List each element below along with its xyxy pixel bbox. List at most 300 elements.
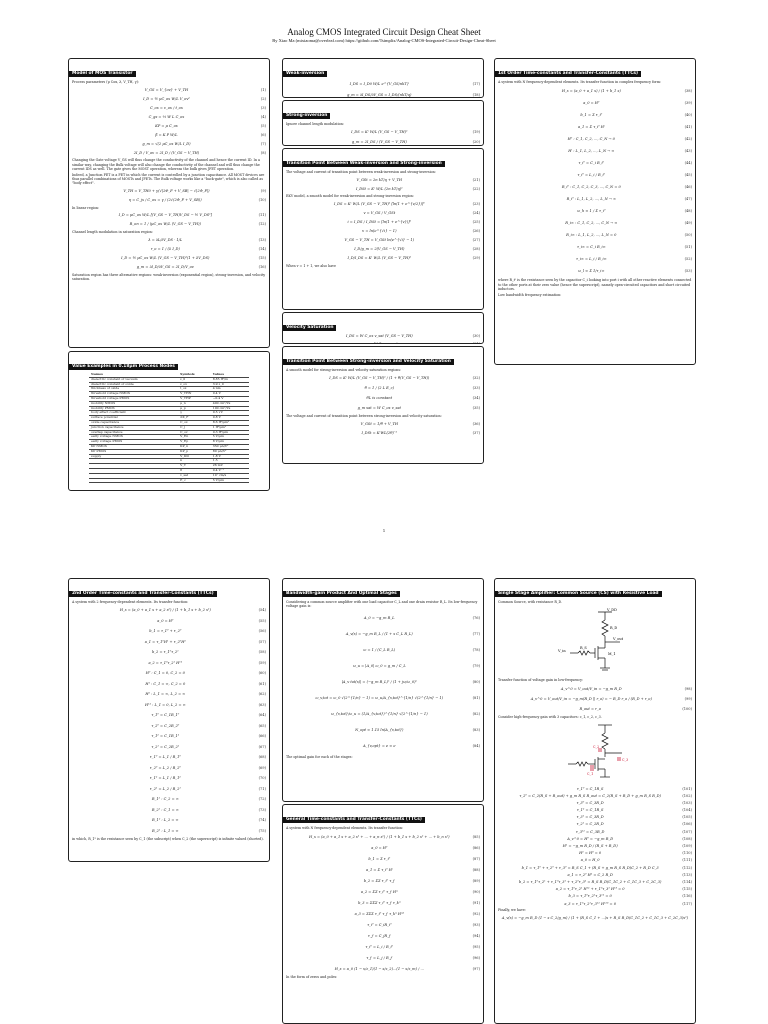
table-cell: surface potential <box>89 416 178 421</box>
equation <box>72 794 266 805</box>
equation <box>286 886 480 897</box>
equation-math: τ_2¹ = C_2R_D <box>576 822 604 827</box>
table-cell: V_DD <box>178 454 211 459</box>
equation <box>72 626 266 637</box>
table-cell: −0.4 V <box>211 396 249 401</box>
table-cell: 0.4 V⁻¹ <box>211 468 249 473</box>
equation-number: (55) <box>258 618 266 623</box>
equation-math: R_i∞ : L_1, L_2, ..., L_N = 0 <box>566 233 617 238</box>
equation-math: a_0 = H⁰ <box>583 101 600 106</box>
section-strong-inversion <box>282 100 484 146</box>
equation-math: τ_3¹² = C_3R_D <box>575 829 605 834</box>
document-header <box>0 27 768 43</box>
equation <box>498 85 692 97</box>
document-title: Analog CMOS Integrated Circuit Design Cheat Sheet <box>287 27 481 37</box>
equation-number: (107) <box>682 829 692 834</box>
equation-number: (77) <box>472 631 480 636</box>
equation-number: (29) <box>472 256 480 261</box>
equation <box>498 157 692 169</box>
equation <box>498 914 692 923</box>
label-rd: R_D <box>610 626 618 631</box>
equation <box>498 843 692 850</box>
section-title: 1st Order Time-constants and Transfer-Constants (TTCs) <box>495 71 641 77</box>
equation-math: τ_2⁰ = C_2(R_S + R_out) + g_m R_S R_out = C_2(R_S + R_D + g_m R_S R_D) <box>519 793 661 798</box>
equation-number: (52) <box>684 257 692 262</box>
equation <box>286 393 480 403</box>
equation-math: b_2 = τ_1⁰τ_2¹ + τ_1⁰τ_3¹ + τ_2⁰τ_3² = R_S R_D(C_1C_2 + C_1C_3 + C_2C_3) <box>518 879 662 884</box>
equation-math: g_m = ∂I_D/∂V_GS = 2I_D/V_ov <box>136 264 194 269</box>
equation-number: (90) <box>472 889 480 894</box>
table-cell: 1 fF/μm² <box>211 425 249 430</box>
equation-number: (72) <box>258 797 266 802</box>
equation <box>286 236 480 245</box>
label-vdd: V_DD <box>607 608 617 613</box>
table-cell: V_THP <box>178 396 211 401</box>
equation-math: λ = ∂L/∂V_DS · 1/L <box>148 237 183 242</box>
equation <box>498 97 692 109</box>
equation-number: (39) <box>684 101 692 106</box>
equation-math: η = C_js / C_ox = γ / (2√(2Φ_F + V_SB)) <box>128 198 202 203</box>
equation <box>72 187 266 196</box>
equation-number: (8) <box>260 150 266 155</box>
equation-number: (116) <box>682 894 692 899</box>
equation-number: (19) <box>472 130 480 135</box>
equation <box>286 184 480 193</box>
section-title: Bandwidth-gain Product And Optimal Stages <box>283 591 400 597</box>
equation <box>286 332 480 340</box>
table-cell: dielectric constant of vacuum <box>89 377 178 382</box>
equation <box>498 785 692 792</box>
equation-math: H² = H³ = 0 <box>579 851 602 856</box>
equation-math: v = V_GS / V_GSt <box>363 211 396 216</box>
equation-math: A_v^0 = V_out/V_in = −g_m(R_D || r_o) = − R_D r_o / (R_D + r_o) <box>530 696 652 701</box>
equation-math: b_1 = τ_1⁰ + τ_2⁰ <box>149 629 182 634</box>
equation-math: τ_1² = L_1 / R_1² <box>149 776 181 781</box>
equation <box>286 429 480 438</box>
equation-math: τ_2¹ = L_2 / R_2¹ <box>149 786 181 791</box>
equation <box>286 137 480 146</box>
equation-math: b_1 = Σ τ_i⁰ <box>580 113 603 118</box>
label-c1: C_1 <box>587 772 594 777</box>
equation <box>286 930 480 941</box>
equation-number: (37) <box>472 431 480 436</box>
equation <box>286 90 480 98</box>
paragraph: The optimal gain for each of the stages: <box>286 754 353 759</box>
equation-list <box>72 236 266 272</box>
equation-list <box>498 785 692 907</box>
section-title: Model of MOS Transistor <box>69 71 136 77</box>
equation-number: (67) <box>258 744 266 749</box>
table-cell: mobility PMOS <box>89 406 178 411</box>
equation <box>498 704 692 714</box>
equation-number: (115) <box>682 887 692 892</box>
equation-math: Hⁱ : L_1, L_2, ..., L_N → ∞ <box>568 149 615 154</box>
equation-number: (26) <box>472 229 480 234</box>
equation-number: (111) <box>682 858 692 863</box>
equation <box>286 642 480 658</box>
section-weak-inversion <box>282 58 484 98</box>
section-body <box>283 78 483 98</box>
equation-math: V_GS − V_TH = V_GSt ln(e^{√i} − 1) <box>344 238 415 243</box>
equation-number: (14) <box>258 246 266 251</box>
equation <box>498 241 692 253</box>
table-cell: 8.6 fF/μm² <box>211 420 249 425</box>
table-cell: 4 nm <box>211 387 249 392</box>
equation-math: R_1² : C_2 = ∞ <box>151 797 179 802</box>
paragraph: Changing the Gate voltage V_GS will thus change the conductivity of the channel and hence the current ID. In a similar way, changing the Bulk voltage will also change the conductivity of the channel and will thus change the current IDS as well. The gate gives the MOST operation, whereas the bulk gives JFET operation. <box>72 158 260 172</box>
equation-number: (13) <box>258 237 266 242</box>
equation <box>498 193 692 205</box>
section-body <box>283 366 483 439</box>
section-body <box>283 168 483 270</box>
paragraph: The voltage and current of transition point between strong-inversion and velocity saturation: <box>286 414 442 419</box>
equation <box>286 227 480 236</box>
equation-number: (91) <box>472 900 480 905</box>
equation <box>286 690 480 706</box>
equation-number: (93) <box>472 922 480 927</box>
table-cell: 1.8 V <box>211 454 249 459</box>
equation <box>72 710 266 721</box>
equation-number: (114) <box>682 879 692 884</box>
equation <box>72 784 266 795</box>
equation <box>498 800 692 807</box>
label-vin: V_in <box>558 649 566 654</box>
equation-math: τ_i∞ = L_i / R_i∞ <box>575 257 607 262</box>
equation <box>286 952 480 963</box>
equation <box>498 229 692 241</box>
equation-math: β = K P W/L <box>155 132 178 137</box>
equation-number: (106) <box>682 822 692 827</box>
equation <box>72 139 266 148</box>
section-title: Velocity Saturation <box>283 325 336 331</box>
equation-number: (103) <box>682 800 692 805</box>
table-cell: KP PMOS <box>89 449 178 454</box>
section-title: 2nd Order Time-constants and Transfer-Constants (TTCs) <box>69 591 217 597</box>
equation-number: (95) <box>472 944 480 949</box>
paragraph: In the form of zeros and poles: <box>286 975 338 980</box>
equation-number: (97) <box>472 966 480 971</box>
equation <box>498 109 692 121</box>
equation <box>498 836 692 843</box>
equation-number: (36) <box>472 422 480 427</box>
equation-math: H¹ = −g_m R_D / (R_S + R_D) <box>562 844 618 849</box>
table-cell: body effect coefficient <box>89 411 178 416</box>
equation <box>498 814 692 821</box>
equation-number: (117) <box>682 901 692 906</box>
equation-math: a_0 = H⁰ <box>371 845 388 850</box>
table-cell: threshold voltage NMOS <box>89 392 178 397</box>
paragraph: Low bandwidth frequency estimation: <box>498 292 562 297</box>
equation-math: I_D = μC_ox W/L [(V_GS − V_TH)V_DS − ½ V_DS²] <box>118 213 213 218</box>
equation <box>498 253 692 265</box>
equation-number: (53) <box>684 269 692 274</box>
equation-list <box>286 373 480 413</box>
equation-math: τ_i∞ = C_i R_i∞ <box>576 245 606 250</box>
equation <box>286 897 480 908</box>
table-cell: 0.4 V <box>211 392 249 397</box>
equation <box>286 831 480 842</box>
section-general-ttc <box>282 804 484 1024</box>
equation-math: A_v(s) = −g_m R_L / (1 + s C_L R_L) <box>345 631 413 636</box>
equation-math: H¹ : C_1 = ∞, C_2 = 0 <box>145 681 186 686</box>
equation-math: H¹² : L_1 = 0, L_2 = ∞ <box>145 702 186 707</box>
equation <box>286 908 480 919</box>
equation-number: (5) <box>260 123 266 128</box>
equation-number: (45) <box>684 173 692 178</box>
equation <box>498 886 692 893</box>
equation-math: V_GSt = 1/θ + V_TH <box>360 422 398 427</box>
equation-number: (104) <box>682 808 692 813</box>
equation-number: (17) <box>472 82 480 87</box>
section-title: Single Stage Amplifier: Common Source (CS) with Resistive Load <box>495 591 662 597</box>
equation-number: (44) <box>684 161 692 166</box>
equation-math: R_1² : L_2 = ∞ <box>152 818 179 823</box>
equation-math: H_s = (a_0 + a_1 s) / (1 + b_1 s) <box>561 89 621 94</box>
equation-math: a_0 = H_0 <box>580 858 600 863</box>
equation-number: (47) <box>684 197 692 202</box>
section-mos-model <box>68 58 270 348</box>
equation-math: I_D/I_DS = K' W/L (V_GS − V_TH)² <box>347 256 412 261</box>
table-cell: KP_p <box>178 449 211 454</box>
equation-number: (6) <box>260 132 266 137</box>
equation-math: b_3 = τ_1⁰τ_2¹τ_3¹² = 0 <box>568 894 612 899</box>
equation <box>498 807 692 814</box>
equation-number: (109) <box>682 844 692 849</box>
equation-list <box>72 211 266 229</box>
equation-math: R_i⁰ : L_1, L_2, ..., L_N → ∞ <box>566 197 617 202</box>
equation-math: a_2 = ΣΣ τ_i⁰ τ_jⁱ Hⁱʲ <box>360 889 398 894</box>
equation <box>72 121 266 130</box>
section-body <box>283 598 483 761</box>
equation-math: C_gs = ⅔ W L C_ox <box>148 114 185 119</box>
equation <box>498 145 692 157</box>
equation-math: ω_v,tot = ω_0 √(2^{1/n} − 1) = ω_u/A_{v,tot}^{1/n} √(2^{1/n} − 1) <box>315 695 444 700</box>
table-cell: 2Φ_F <box>178 416 211 421</box>
equation-number: (63) <box>258 702 266 707</box>
equation-number: (40) <box>684 113 692 118</box>
equation-number: (71) <box>258 786 266 791</box>
equation-math: b_2 = ΣΣ τ_i⁰ τ_jⁱ <box>363 878 395 883</box>
equation-number: (89) <box>472 878 480 883</box>
section-transition-strong-velocity <box>282 346 484 464</box>
equation-number: (49) <box>684 221 692 226</box>
equation-number: (79) <box>472 663 480 668</box>
equation-math: τ_1⁰ = C_1R_1⁰ <box>151 713 180 718</box>
equation-math: τ_2⁰ = L_2 / R_2⁰ <box>149 765 181 770</box>
equation-number: (74) <box>258 818 266 823</box>
equation-number: (35) <box>472 406 480 411</box>
equation-math: H_s = (a_0 + a_1 s + a_2 s² + ... + a_n sⁿ) / (1 + b_1 s + b_2 s² + ... + b_n sⁿ) <box>309 834 450 839</box>
equation-number: (68) <box>258 755 266 760</box>
equation-number: (80) <box>472 679 480 684</box>
equation-list <box>72 187 266 205</box>
section-body <box>495 78 695 299</box>
equation-number: (88) <box>472 867 480 872</box>
table-cell: threshold voltage PMOS <box>89 396 178 401</box>
equation-math: V_TH = V_TH0 + γ(√|2Φ_F + V_SB| − √|2Φ_F|) <box>123 189 210 194</box>
equation-math: τ_1² = C_1R_1² <box>151 734 180 739</box>
equation <box>286 626 480 642</box>
equation <box>286 254 480 263</box>
table-cell: V_Ep <box>178 440 211 445</box>
equation-list <box>498 684 692 714</box>
equation <box>498 828 692 835</box>
equation <box>72 689 266 700</box>
equation-math: b_3 = ΣΣΣ τ_i⁰ τ_jⁱ τ_kⁱʲ <box>358 900 401 905</box>
equation-number: (41) <box>684 125 692 130</box>
equation-number: (94) <box>472 933 480 938</box>
table-cell: 100 cm²/Vs <box>211 406 249 411</box>
table-cell <box>89 478 178 483</box>
table-cell: early voltage NMOS <box>89 435 178 440</box>
equation <box>498 900 692 907</box>
equation-math: R_2¹ : C_1 = ∞ <box>151 807 179 812</box>
equation <box>286 420 480 429</box>
paragraph: where R_i⁰ is the resistance seen by the capacitor C_i looking into port i with all other reactive elements connected to the other ports at their zero value (hence the superscript), namely open-circuited capacitors and short circuited inductors. <box>498 278 692 292</box>
equation <box>286 245 480 254</box>
table-cell: overlap capacitance <box>89 430 178 435</box>
equation <box>286 658 480 674</box>
equation-math: R_on = 1 / (μC_ox W/L (V_GS − V_TH)) <box>129 222 201 227</box>
equation-math: b_2 = τ_1⁰τ_2¹ <box>151 650 179 655</box>
equation <box>72 94 266 103</box>
section-title: Value Examples in 0.18μm Process Nodes <box>69 364 178 370</box>
equation <box>286 722 480 738</box>
equation-number: (86) <box>472 845 480 850</box>
table-header-cell: Values <box>211 373 249 377</box>
paragraph: Channel length modulation in saturation region: <box>72 230 153 235</box>
equation <box>72 245 266 254</box>
equation-number: (25) <box>472 220 480 225</box>
equation-number: (38) <box>684 89 692 94</box>
section-title: Strong-inversion <box>283 113 330 119</box>
equation-math: I_D/g_m = 2(V_GS − V_TH) <box>354 247 405 252</box>
section-title: General Time-constants and Transfer-Constants (TTCs) <box>283 817 425 823</box>
equation-number: (58) <box>258 650 266 655</box>
equation <box>286 919 480 930</box>
paragraph: Saturation region has three alternative regions: weak-inversion (exponential region), strong-inversion, and velocity saturation. <box>72 272 266 282</box>
equation <box>286 706 480 722</box>
equation-math: |A_v tot(s)| = (−g_m R_L)ⁿ / (1 + jω/ω_0)ⁿ <box>341 679 417 684</box>
equation <box>498 217 692 229</box>
equation-math: g_m = 2I_DS / (V_GS − V_TH) <box>351 140 407 145</box>
equation-math: I_DS = K' W/L (V_GS − V_TH)² <box>351 130 408 135</box>
equation-math: H² : L_1 = ∞, L_2 = ∞ <box>145 692 186 697</box>
table-cell: 400 cm²/Vs <box>211 401 249 406</box>
equation-math: H_s = (a_0 + a_1 s + a_2 s²) / (1 + b_1 s + b_2 s²) <box>119 608 211 613</box>
equation <box>72 605 266 616</box>
equation-number: (54) <box>258 608 266 613</box>
equation-number: (18) <box>472 93 480 98</box>
equation-math: I_DS = K' W/L (V_GS − V_TH)² / (1 + θ(V_GS − V_TH)) <box>329 376 430 381</box>
value-table <box>89 373 249 483</box>
equation-list <box>286 200 480 263</box>
equation-math: a_2 = τ_1⁰τ_2¹ H¹² + τ_1⁰τ_3¹ H¹³ = 0 <box>555 887 625 892</box>
equation-number: (33) <box>472 386 480 391</box>
equation <box>498 857 692 864</box>
equation-math: a_0 = H⁰ <box>157 618 174 623</box>
equation <box>72 220 266 229</box>
equation-math: I_DS = K' W/L (V_GS − V_TH)² [ln(1 + e^{v/2})]² <box>333 202 425 207</box>
section-body <box>283 332 483 344</box>
equation <box>72 647 266 658</box>
paragraph: Process parameters (μ Cox, λ, V_TH, γ): <box>72 80 139 84</box>
equation <box>498 893 692 900</box>
equation <box>72 700 266 711</box>
equation <box>286 963 480 974</box>
equation-math: τ_3¹ = C_3R_D <box>576 815 604 820</box>
equation-number: (11) <box>258 213 266 218</box>
table-row <box>89 478 249 483</box>
equation <box>72 196 266 205</box>
equation <box>286 738 480 754</box>
equation-math: I_D = ½ μC_ox W/L V_ov² <box>143 96 190 101</box>
equation <box>286 79 480 90</box>
equation-number: (34) <box>472 396 480 401</box>
page-number: 1 <box>382 528 386 533</box>
equation-math: R_i∞ : C_1, C_2, ..., C_N → ∞ <box>565 221 618 226</box>
equation <box>498 792 692 799</box>
equation-math: τ_jⁱ = L_j / R_jⁱ <box>366 955 393 960</box>
equation-list <box>286 127 480 146</box>
equation-number: (64) <box>258 713 266 718</box>
table-cell: V_En <box>178 435 211 440</box>
equation-number: (99) <box>684 696 692 701</box>
paragraph: Consider high-frequency gain with 3 capacitors: c_1, c_2, c_3. <box>498 714 602 719</box>
table-cell: 80 μA/V² <box>211 449 249 454</box>
equation-number: (112) <box>682 865 692 870</box>
table-cell: thickness of oxide <box>89 387 178 392</box>
equation-math: I_DS = W C_ox v_sat (V_GS − V_TH) <box>345 333 413 338</box>
equation <box>286 875 480 886</box>
table-body <box>89 377 249 483</box>
equation <box>498 169 692 181</box>
equation-math: g_m = W C_ox v_sat <box>360 341 398 344</box>
equation-math: τ_2⁰ = C_2R_2⁰ <box>151 723 180 728</box>
equation-number: (113) <box>682 872 692 877</box>
table-cell: v_sat <box>178 473 211 478</box>
equation-number: (69) <box>258 765 266 770</box>
equation <box>72 679 266 690</box>
section-title: Weak-inversion <box>283 71 327 77</box>
table-cell: θ <box>178 468 211 473</box>
section-bandwidth-gain <box>282 578 484 802</box>
equation-list <box>72 605 266 836</box>
equation-number: (96) <box>472 955 480 960</box>
equation-math: ω = 1 / (C_L R_L) <box>363 647 396 652</box>
table-cell: 350 μA/V² <box>211 444 249 449</box>
equation-list <box>72 85 266 157</box>
equation <box>72 731 266 742</box>
equation-number: (22) <box>472 186 480 191</box>
table-cell: μ_n <box>178 401 211 406</box>
equation-list <box>286 831 480 974</box>
equation-math: H⁰ : C_1 = 0, C_2 = 0 <box>145 671 185 676</box>
equation-number: (48) <box>684 209 692 214</box>
equation-number: (66) <box>258 734 266 739</box>
paragraph: A system with N frequency-dependent elements. Its transfer function: <box>286 826 404 830</box>
table-cell: early voltage PMOS <box>89 440 178 445</box>
equation-math: τ_i⁰ = L_i / R_i⁰ <box>365 944 394 949</box>
equation-math: R_i⁰ : C_1, C_2, C_3, ..., C_N = 0 <box>561 185 621 190</box>
equation <box>286 864 480 875</box>
equation-number: (1) <box>260 87 266 92</box>
equation <box>72 721 266 732</box>
paragraph: A system with 2 frequency-dependent elements. Its transfer function: <box>72 600 189 604</box>
equation-math: I_DSt = K' W/L (2n kT/q)² <box>355 186 403 191</box>
equation-list <box>286 420 480 438</box>
equation-math: τ_i⁰ = L_i / R_i⁰ <box>577 173 606 178</box>
